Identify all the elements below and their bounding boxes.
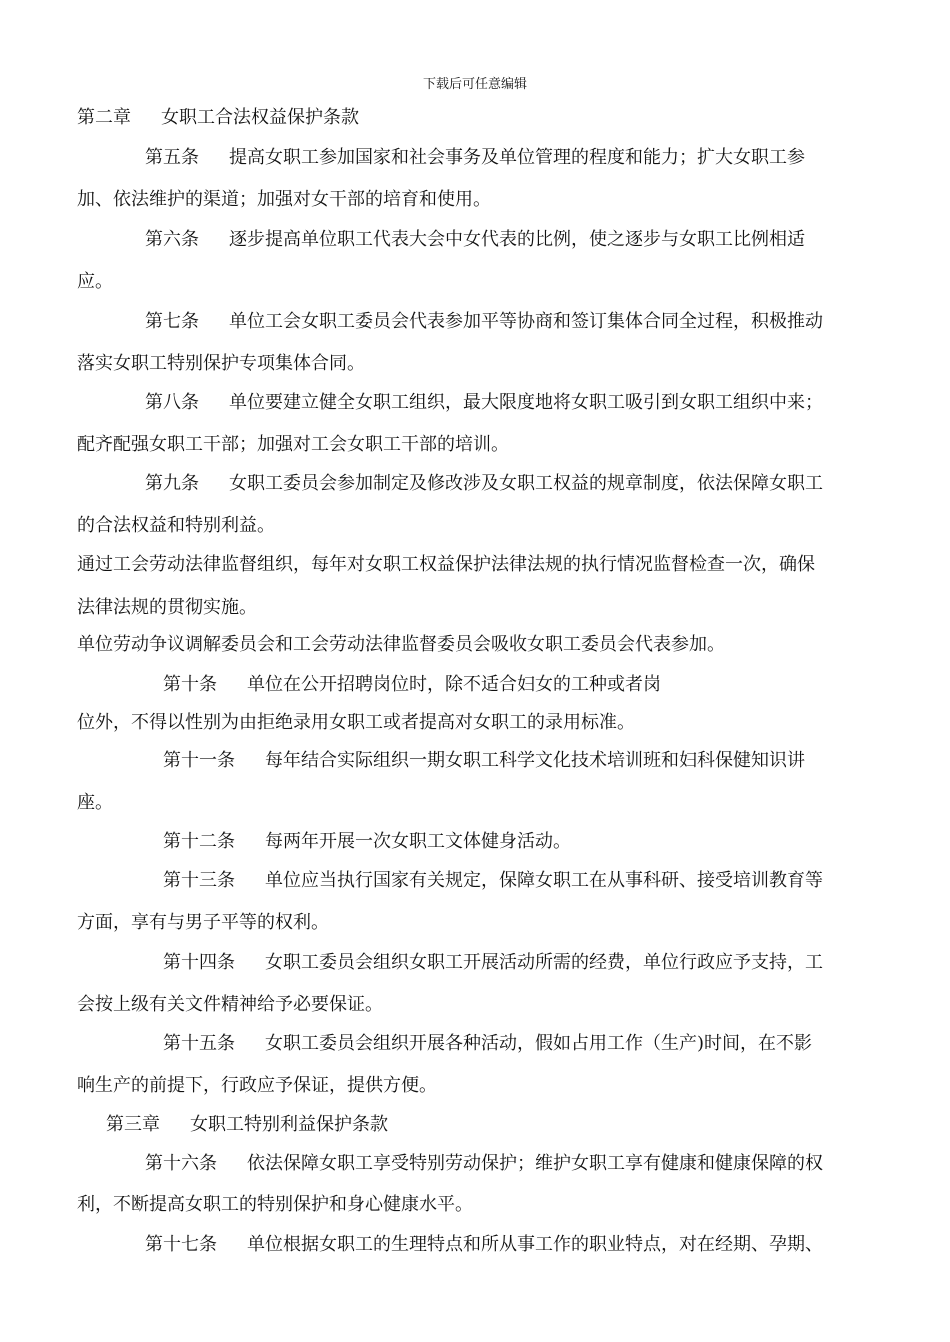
article-text: 响生产的前提下，行政应予保证，提供方便。 [77, 1075, 437, 1096]
article-text: 女职工委员会组织开展各种活动，假如占用工作（生产)时间，在不影 [265, 1033, 813, 1054]
article-text: 利，不断提高女职工的特别保护和身心健康水平。 [77, 1194, 473, 1215]
article-text: 法律法规的贯彻实施。 [77, 597, 257, 618]
article-text: 女职工委员会组织女职工开展活动所需的经费，单位行政应予支持，工 [265, 952, 823, 973]
article-number: 第十四条 [163, 952, 235, 973]
article-text: 女职工委员会参加制定及修改涉及女职工权益的规章制度，依法保障女职工 [229, 473, 823, 494]
chapter-title: 女职工特别利益保护条款 [190, 1114, 388, 1135]
article-text: 落实女职工特别保护专项集体合同。 [77, 353, 365, 374]
article-text: 单位根据女职工的生理特点和所从事工作的职业特点，对在经期、孕期、 [247, 1234, 823, 1255]
article-line [145, 1233, 823, 1257]
article-number: 第九条 [145, 473, 199, 494]
article-line [163, 1032, 812, 1056]
article-number: 第十五条 [163, 1033, 235, 1054]
article-text: 单位在公开招聘岗位时，除不适合妇女的工种或者岗 [247, 674, 661, 695]
article-number: 第六条 [145, 229, 199, 250]
article-text: 提高女职工参加国家和社会事务及单位管理的程度和能力；扩大女职工参 [229, 147, 805, 168]
article-line [145, 228, 805, 252]
article-line [163, 951, 823, 975]
chapter-heading [77, 106, 359, 130]
article-line [163, 673, 661, 697]
article-line [145, 1152, 823, 1176]
article-line [163, 749, 805, 773]
article-number: 第十三条 [163, 870, 235, 891]
article-text: 会按上级有关文件精神给予必要保证。 [77, 994, 383, 1015]
article-text: 每两年开展一次女职工文体健身活动。 [265, 831, 571, 852]
article-line [145, 472, 823, 496]
chapter-title: 女职工合法权益保护条款 [161, 107, 359, 128]
article-text: 单位应当执行国家有关规定，保障女职工在从事科研、接受培训教育等 [265, 870, 823, 891]
article-line [145, 310, 823, 334]
article-number: 第七条 [145, 311, 199, 332]
article-number: 第十二条 [163, 831, 235, 852]
article-text: 逐步提高单位职工代表大会中女代表的比例，使之逐步与女职工比例相适 [229, 229, 805, 250]
article-text: 加、依法维护的渠道；加强对女干部的培育和使用。 [77, 189, 491, 210]
article-text: 单位要建立健全女职工组织，最大限度地将女职工吸引到女职工组织中来； [229, 392, 823, 413]
article-number: 第五条 [145, 147, 199, 168]
article-line [145, 391, 823, 415]
article-number: 第十七条 [145, 1234, 217, 1255]
article-line [163, 869, 823, 893]
article-text: 方面，享有与男子平等的权利。 [77, 912, 329, 933]
header-note: 下载后可任意编辑 [422, 77, 527, 92]
article-text: 每年结合实际组织一期女职工科学文化技术培训班和妇科保健知识讲 [265, 750, 805, 771]
article-text: 通过工会劳动法律监督组织，每年对女职工权益保护法律法规的执行情况监督检查一次，确保 [77, 554, 815, 575]
chapter-label: 第二章 [77, 107, 131, 128]
article-number: 第八条 [145, 392, 199, 413]
article-text: 的合法权益和特别利益。 [77, 515, 275, 536]
article-text: 配齐配强女职工干部；加强对工会女职工干部的培训。 [77, 434, 509, 455]
article-number: 第十六条 [145, 1153, 217, 1174]
article-number: 第十条 [163, 674, 217, 695]
article-line [145, 146, 805, 170]
chapter-heading [106, 1113, 388, 1137]
article-text: 依法保障女职工享受特别劳动保护；维护女职工享有健康和健康保障的权 [247, 1153, 823, 1174]
article-text: 单位工会女职工委员会代表参加平等协商和签订集体合同全过程，积极推动 [229, 311, 823, 332]
article-line [163, 830, 571, 854]
chapter-label: 第三章 [106, 1114, 160, 1135]
article-text: 座。 [77, 792, 113, 813]
article-number: 第十一条 [163, 750, 235, 771]
article-text: 位外，不得以性别为由拒绝录用女职工或者提高对女职工的录用标准。 [77, 712, 635, 733]
article-text: 单位劳动争议调解委员会和工会劳动法律监督委员会吸收女职工委员会代表参加。 [77, 634, 725, 655]
article-text: 应。 [77, 271, 113, 292]
